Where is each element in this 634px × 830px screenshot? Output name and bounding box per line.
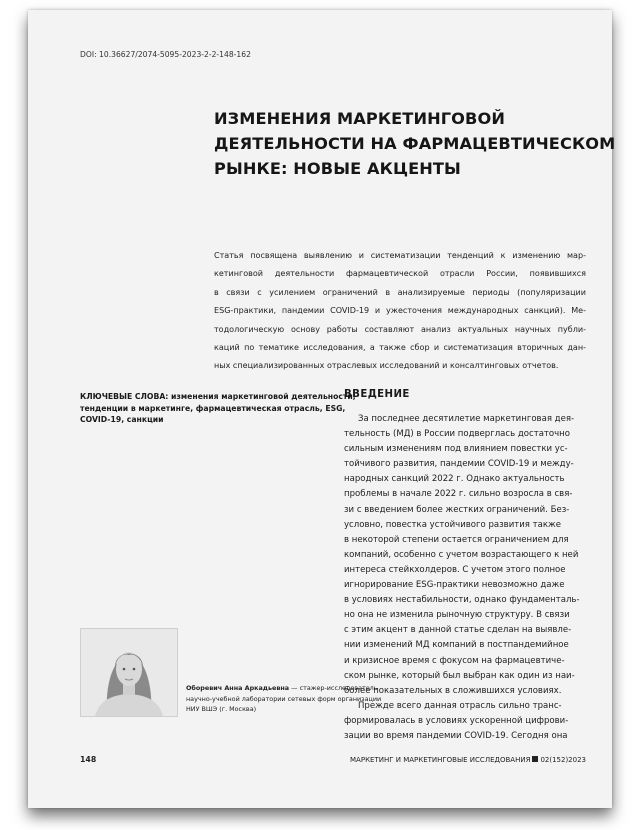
body-line: сильным изменениям под влиянием повестки ус- — [344, 444, 568, 455]
title-line: ИЗМЕНЕНИЯ МАРКЕТИНГОВОЙ — [214, 109, 505, 128]
page-number: 148 — [80, 755, 97, 764]
body-text — [344, 412, 586, 744]
body-line: с этим акцент в данной статье сделан на выявле- — [344, 625, 572, 636]
body-line: и кризисное время с фокусом на фармацевтиче- — [344, 655, 565, 666]
abstract-line: ных специализированных отраслевых исследований и консалтинговых отчетов. — [214, 361, 559, 371]
abstract-line: ESG-практики, пандемии COVID-19 и ужесточения международных санкций). Ме- — [214, 306, 586, 316]
body-line: интереса стейкхолдеров. С учетом этого полное — [344, 564, 566, 575]
author-affiliation: научно-учебной лаборатории сетевых форм организации — [186, 694, 382, 703]
doi-line: DOI: 10.36627/2074-5095-2023-2-2-148-162 — [80, 50, 251, 59]
abstract-line: кетинговой деятельности фармацевтической отрасли России, появившихся — [214, 269, 586, 279]
body-line: формировалась в условиях ускоренной цифрови- — [344, 715, 569, 726]
abstract-line: в связи с усилением ограничений в анализируемые периоды (популяризации — [214, 287, 586, 297]
separator-square-icon — [532, 756, 538, 762]
abstract-line: каций по тематике исследования, а также сбор и систематизация вторичных дан- — [214, 343, 586, 353]
title-line: РЫНКЕ: НОВЫЕ АКЦЕНТЫ — [214, 159, 461, 178]
body-line: в некоторой степени остается ограничением для — [344, 534, 569, 545]
body-line: тельность (МД) в России подверглась достаточно — [344, 429, 571, 440]
keywords-line: тенденции в маркетинге, фармацевтическая отрасль, ESG, — [80, 403, 346, 413]
body-line: игнорирование ESG-практики невозможно даже — [344, 580, 565, 591]
section-heading: ВВЕДЕНИЕ — [344, 389, 410, 400]
author-photo — [80, 628, 178, 717]
journal-page — [28, 10, 616, 808]
author-info — [186, 683, 382, 715]
body-line: За последнее десятилетие маркетинговая дея- — [358, 414, 575, 424]
body-line: более показательных в сложившихся условиях. — [344, 685, 562, 696]
keywords — [80, 391, 356, 426]
article-title — [214, 106, 616, 181]
body-line: компаний, особенно с учетом возрастающего к ней — [344, 549, 579, 560]
body-line: Прежде всего данная отрасль сильно транс- — [358, 700, 562, 711]
body-line: условно, повестка устойчивого развития также — [344, 519, 561, 530]
keywords-line: КЛЮЧЕВЫЕ СЛОВА: изменения маркетинговой деятельности, — [80, 392, 356, 401]
body-line: нии изменений МД компаний в постпандемийное — [344, 640, 569, 651]
body-line: зи с введением более жестких ограничений. Без- — [344, 504, 570, 515]
body-line: зации во время пандемии COVID-19. Сегодня она — [344, 730, 568, 741]
journal-name: МАРКЕТИНГ И МАРКЕТИНГОВЫЕ ИССЛЕДОВАНИЯ — [350, 756, 531, 764]
author-institution: НИУ ВШЭ (г. Москва) — [186, 705, 257, 713]
author-position: — стажер-исследователь — [289, 684, 378, 692]
body-line: народных санкций 2022 г. Однако актуальность — [344, 474, 565, 485]
running-footer — [350, 756, 586, 764]
body-line: в условиях нестабильности, однако фундаменталь- — [344, 595, 580, 606]
body-line: ском рынке, который был выбран как один из наи- — [344, 670, 575, 681]
abstract-line: Статья посвящена выявлению и систематизации тенденций к изменению мар- — [214, 251, 586, 260]
body-line: проблемы в начале 2022 г. сильно возросла в свя- — [344, 489, 573, 500]
body-line: но она не изменила рыночную структуру. В связи — [344, 610, 570, 621]
author-name: Оборевич Анна Аркадьевна — [186, 684, 290, 692]
abstract-line: тодологическую основу работы составляют анализ актуальных научных публи- — [214, 324, 586, 334]
abstract — [214, 247, 586, 376]
keywords-line: COVID-19, санкции — [80, 415, 164, 425]
issue-number: 02(152)2023 — [540, 756, 586, 764]
title-line: ДЕЯТЕЛЬНОСТИ НА ФАРМАЦЕВТИЧЕСКОМ — [214, 134, 616, 153]
body-line: тойчивого развития, пандемии COVID-19 и между- — [344, 459, 574, 470]
